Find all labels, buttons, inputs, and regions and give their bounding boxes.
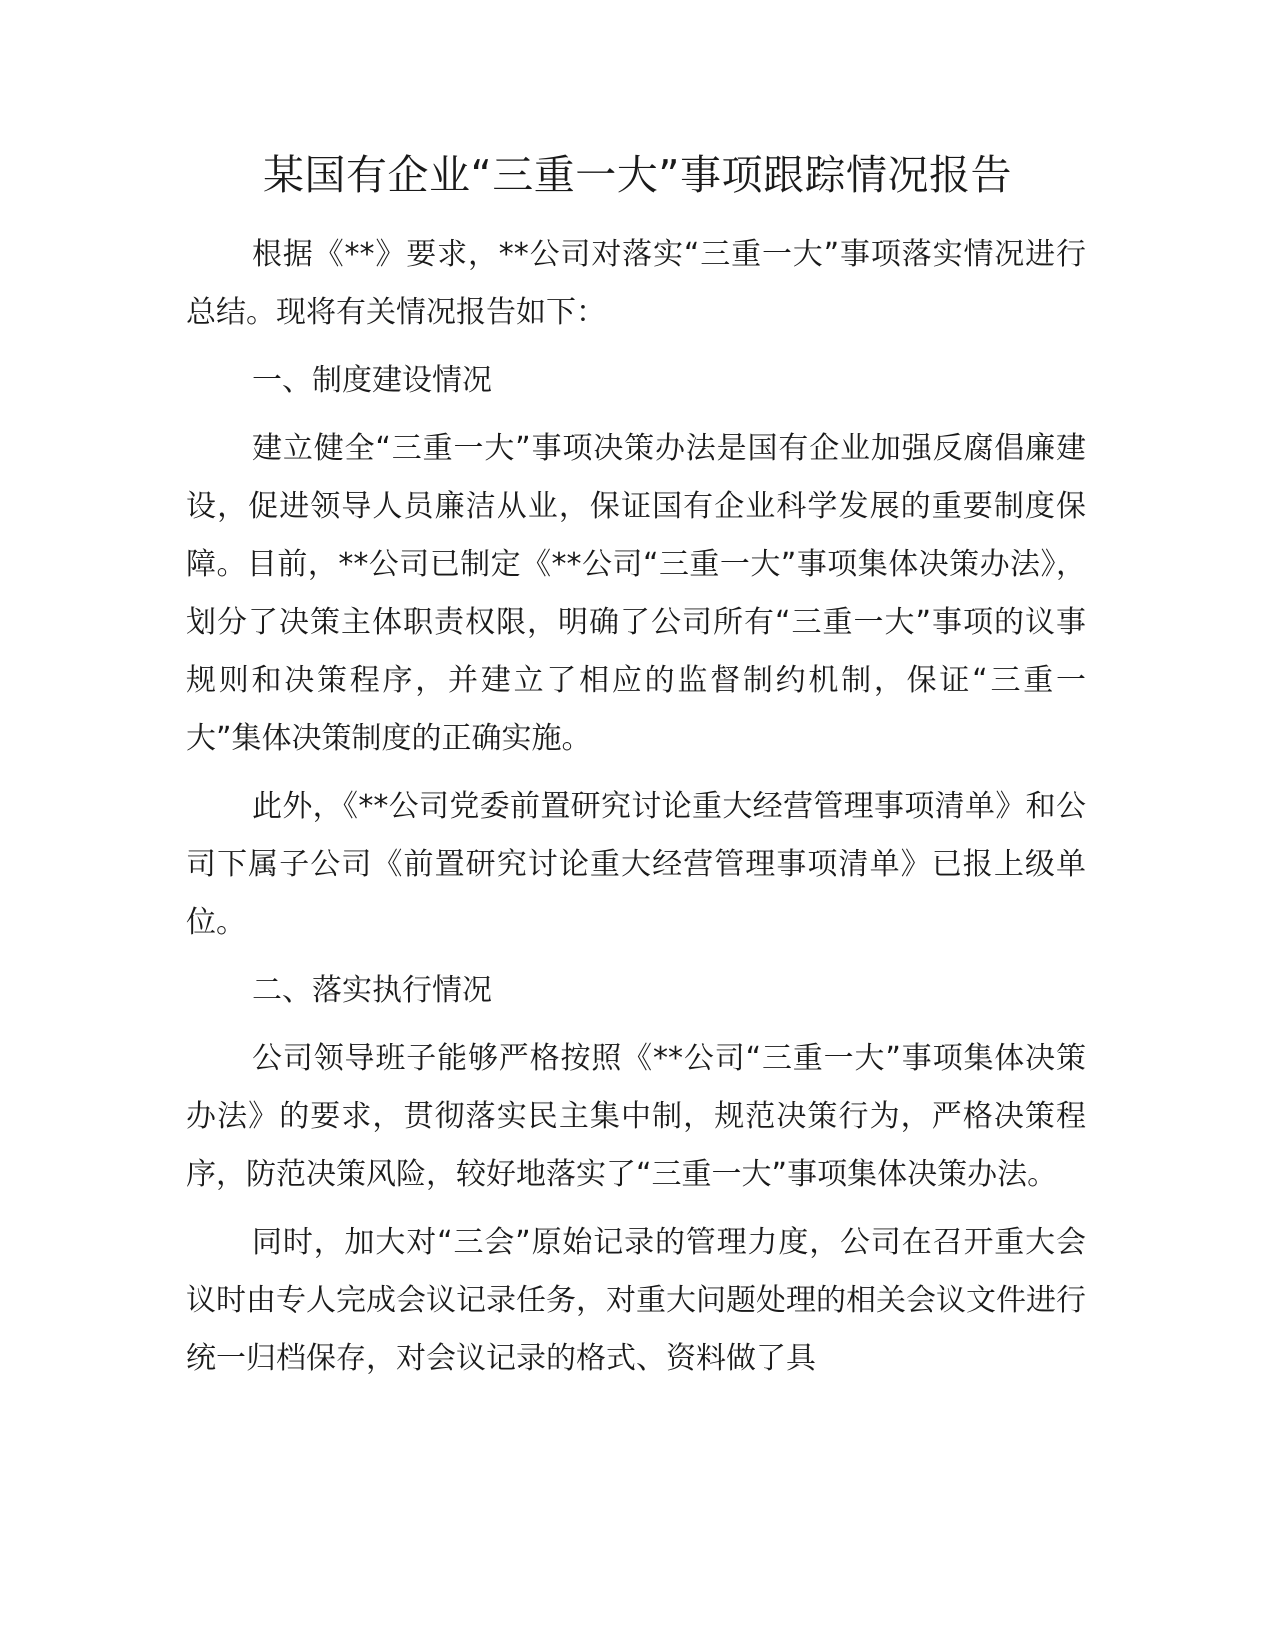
additional-list-paragraph: 此外，《**公司党委前置研究讨论重大经营管理事项清单》和公司下属子公司《前置研究讨论重大经营管理事项清单》已报上级单位。: [186, 789, 1086, 940]
intro-paragraph: 根据《**》要求，**公司对落实“三重一大”事项落实情况进行总结。现将有关情况报告如下：: [186, 237, 1086, 330]
section-heading-system-building: 一、制度建设情况: [252, 363, 492, 398]
section-heading-implementation: 二、落实执行情况: [252, 973, 492, 1008]
implementation-paragraph: 公司领导班子能够严格按照《**公司“三重一大”事项集体决策办法》的要求，贯彻落实民主集中制，规范决策行为，严格决策程序，防范决策风险，较好地落实了“三重一大”事项集体决策办法。: [186, 1041, 1086, 1192]
document-body: [186, 226, 1086, 1398]
meeting-records-paragraph: 同时，加大对“三会”原始记录的管理力度，公司在召开重大会议时由专人完成会议记录任务，对重大问题处理的相关会议文件进行统一归档保存，对会议记录的格式、资料做了具: [186, 1225, 1086, 1376]
document-title: 某国有企业“三重一大”事项跟踪情况报告: [263, 151, 1012, 199]
system-building-paragraph: 建立健全“三重一大”事项决策办法是国有企业加强反腐倡廉建设，促进领导人员廉洁从业，保证国有企业科学发展的重要制度保障。目前，**公司已制定《**公司“三重一大”事项集体决策办法》，划分了决策主体职责权限，明确了公司所有“三重一大”事项的议事规则和决策程序，并建立了相应的监督制约机制，保证“三重一大”集体决策制度的正确实施。: [186, 431, 1086, 756]
